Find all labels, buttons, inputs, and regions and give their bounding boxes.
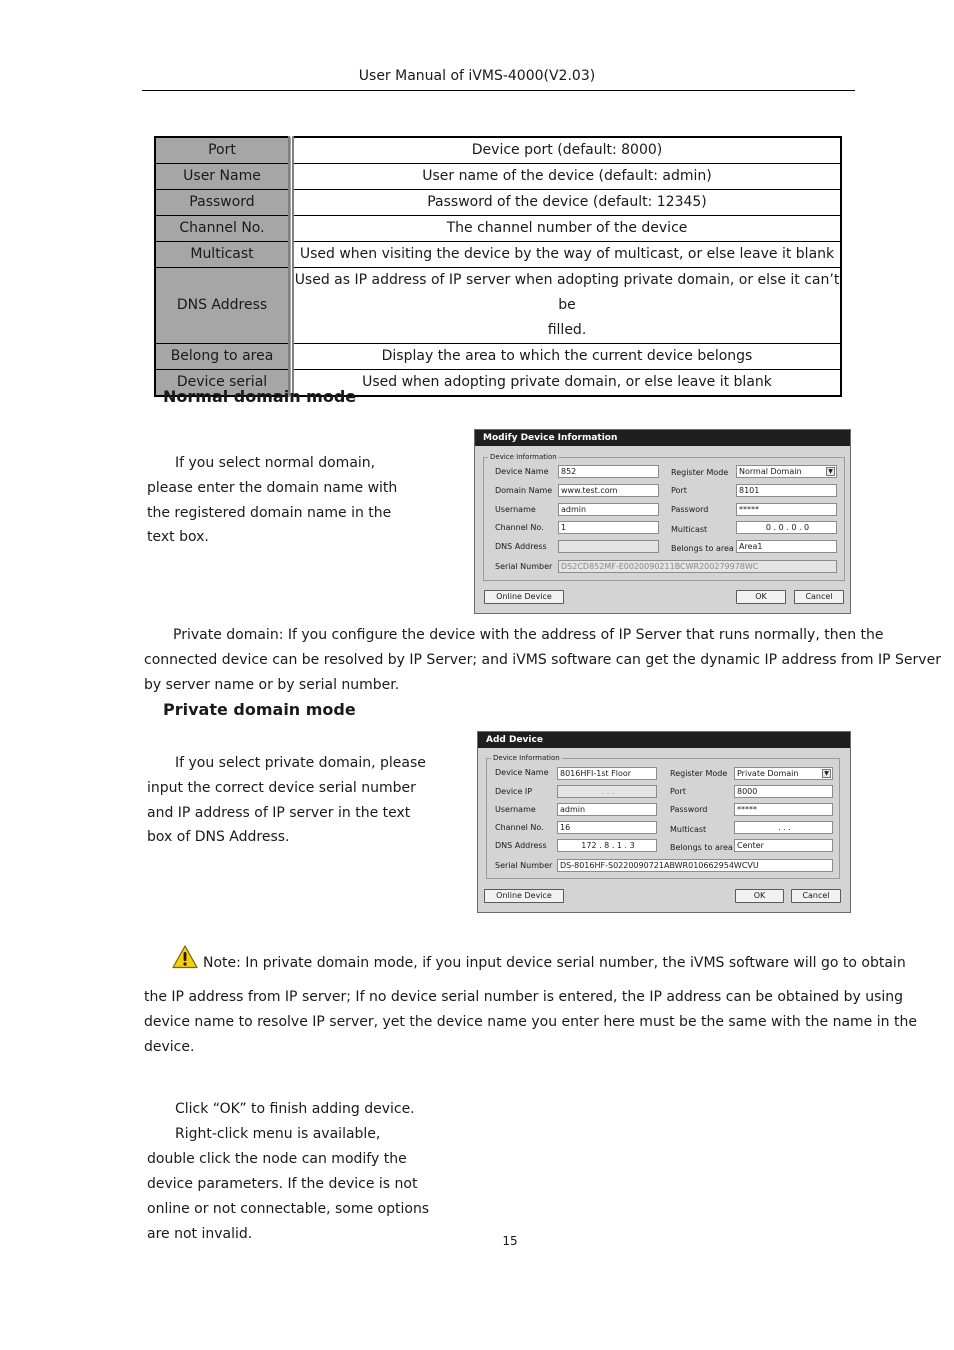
device-name-field[interactable]: 852 — [558, 465, 659, 478]
password-field[interactable]: ***** — [734, 803, 833, 816]
row-label: Belong to area — [155, 344, 291, 370]
channel-no-label: Channel No. — [495, 823, 544, 832]
note-text: the IP address from IP server; If no device serial number is entered, the IP address can be obtained by using — [144, 989, 904, 1005]
page-number: 15 — [502, 1234, 518, 1248]
section-heading-private: Private domain mode — [163, 700, 356, 719]
multicast-field[interactable]: . . . — [734, 821, 833, 834]
serial-number-field: DS2CD852MF-E0020090211BCWR200279978WC — [558, 560, 837, 573]
body-text: the registered domain name in the — [147, 505, 392, 521]
page-header: User Manual of iVMS-4000(V2.03) — [358, 68, 596, 84]
port-label: Port — [670, 787, 686, 796]
multicast-label: Multicast — [670, 825, 707, 834]
port-label: Port — [671, 486, 687, 495]
register-mode-value: Private Domain — [737, 769, 799, 778]
device-name-label: Device Name — [495, 467, 549, 476]
table-row — [155, 242, 841, 268]
device-name-field[interactable]: 8016HFI-1st Floor — [557, 767, 657, 780]
row-label: Multicast — [155, 242, 291, 268]
table-row — [155, 344, 841, 370]
dialog-title: Modify Device Information — [475, 430, 850, 446]
serial-number-label: Serial Number — [495, 562, 553, 571]
table-row — [155, 190, 841, 216]
row-desc-line: Used as IP address of IP server when adopting private domain, or else it can’t be — [294, 272, 840, 313]
chevron-down-icon[interactable]: ▼ — [826, 467, 835, 476]
note-text: device name to resolve IP server, yet the device name you enter here must be the same with the name in the — [144, 1014, 917, 1030]
body-text: please enter the domain name with — [147, 480, 398, 496]
username-field[interactable]: admin — [558, 503, 659, 516]
table-row — [155, 268, 841, 344]
username-label: Username — [495, 805, 536, 814]
row-label: Device serial — [155, 370, 291, 397]
body-text: text box. — [147, 529, 209, 545]
password-field[interactable]: ***** — [736, 503, 837, 516]
body-text: If you select private domain, please — [175, 755, 426, 771]
register-mode-label: Register Mode — [671, 468, 729, 477]
username-field[interactable]: admin — [557, 803, 657, 816]
dns-address-field[interactable]: 172 . 8 . 1 . 3 — [557, 839, 657, 852]
body-text: and IP address of IP server in the text — [147, 805, 411, 821]
device-name-label: Device Name — [495, 768, 549, 777]
group-legend: Device Information — [493, 754, 560, 762]
add-device-dialog — [477, 731, 851, 913]
device-ip-field: . . . — [557, 785, 657, 798]
serial-number-label: Serial Number — [495, 861, 553, 870]
note-text: device. — [144, 1039, 195, 1055]
domain-name-field[interactable]: www.test.com — [558, 484, 659, 497]
table-row — [155, 164, 841, 190]
header-rule — [142, 90, 855, 91]
row-label: User Name — [155, 164, 291, 190]
body-text: Right-click menu is available, — [175, 1126, 381, 1142]
register-mode-value: Normal Domain — [739, 467, 802, 476]
register-mode-select[interactable] — [734, 767, 833, 780]
register-mode-label: Register Mode — [670, 769, 728, 778]
body-text: are not invalid. — [147, 1226, 253, 1242]
row-label: DNS Address — [155, 268, 291, 344]
register-mode-select[interactable] — [736, 465, 837, 478]
body-text: Click “OK” to finish adding device. — [175, 1101, 415, 1117]
parameter-table — [154, 136, 842, 397]
cancel-button[interactable]: Cancel — [794, 590, 844, 604]
row-label: Port — [155, 137, 291, 164]
body-text: connected device can be resolved by IP Server; and iVMS software can get the dynamic IP address from IP Server — [144, 652, 941, 668]
channel-no-field[interactable]: 1 — [558, 521, 659, 534]
row-label: Password — [155, 190, 291, 216]
chevron-down-icon[interactable]: ▼ — [822, 769, 831, 778]
body-text: If you select normal domain, — [175, 455, 376, 471]
section-heading-normal: Normal domain mode — [163, 387, 357, 406]
row-label: Channel No. — [155, 216, 291, 242]
row-desc: Display the area to which the current device belongs — [291, 344, 841, 370]
body-text: Private domain: If you configure the device with the address of IP Server that runs normally, then the — [173, 627, 884, 643]
warning-icon — [172, 945, 198, 969]
domain-name-label: Domain Name — [495, 486, 553, 495]
multicast-field[interactable]: 0 . 0 . 0 . 0 — [736, 521, 837, 534]
port-field[interactable]: 8101 — [736, 484, 837, 497]
channel-no-field[interactable]: 16 — [557, 821, 657, 834]
row-desc — [291, 268, 841, 344]
dns-address-label: DNS Address — [495, 542, 547, 551]
row-desc: Password of the device (default: 12345) — [291, 190, 841, 216]
serial-number-field[interactable]: DS-8016HF-S0220090721ABWR010662954WCVU — [557, 859, 833, 872]
ok-button[interactable]: OK — [735, 889, 784, 903]
dialog-title: Add Device — [478, 732, 850, 748]
row-desc: The channel number of the device — [291, 216, 841, 242]
row-desc: Used when visiting the device by the way of multicast, or else leave it blank — [291, 242, 841, 268]
group-legend: Device Information — [490, 453, 557, 461]
body-text: by server name or by serial number. — [144, 677, 400, 693]
table-row — [155, 216, 841, 242]
password-label: Password — [671, 505, 709, 514]
table-row — [155, 137, 841, 164]
belongs-to-area-label: Belongs to area — [670, 843, 733, 852]
multicast-label: Multicast — [671, 525, 708, 534]
row-desc: Used when adopting private domain, or else leave it blank — [291, 370, 841, 397]
cancel-button[interactable]: Cancel — [791, 889, 841, 903]
belongs-to-area-field[interactable]: Center — [734, 839, 833, 852]
device-ip-label: Device IP — [495, 787, 533, 796]
channel-no-label: Channel No. — [495, 523, 544, 532]
row-desc: User name of the device (default: admin) — [291, 164, 841, 190]
belongs-to-area-label: Belongs to area — [671, 544, 734, 553]
body-text: double click the node can modify the — [147, 1151, 407, 1167]
password-label: Password — [670, 805, 708, 814]
body-text: box of DNS Address. — [147, 829, 290, 845]
dns-address-label: DNS Address — [495, 841, 547, 850]
body-text: online or not connectable, some options — [147, 1201, 430, 1217]
body-text: device parameters. If the device is not — [147, 1176, 418, 1192]
ok-button[interactable]: OK — [736, 590, 786, 604]
port-field[interactable]: 8000 — [734, 785, 833, 798]
dns-address-field — [558, 540, 659, 553]
row-desc-line: filled. — [547, 322, 587, 338]
body-text: input the correct device serial number — [147, 780, 416, 796]
belongs-to-area-field[interactable]: Area1 — [736, 540, 837, 553]
note-text: Note: In private domain mode, if you input device serial number, the iVMS software will go to obtain — [203, 955, 906, 971]
username-label: Username — [495, 505, 536, 514]
online-device-button[interactable]: Online Device — [484, 590, 564, 604]
modify-device-dialog — [474, 429, 851, 614]
row-desc: Device port (default: 8000) — [291, 137, 841, 164]
online-device-button[interactable]: Online Device — [484, 889, 564, 903]
